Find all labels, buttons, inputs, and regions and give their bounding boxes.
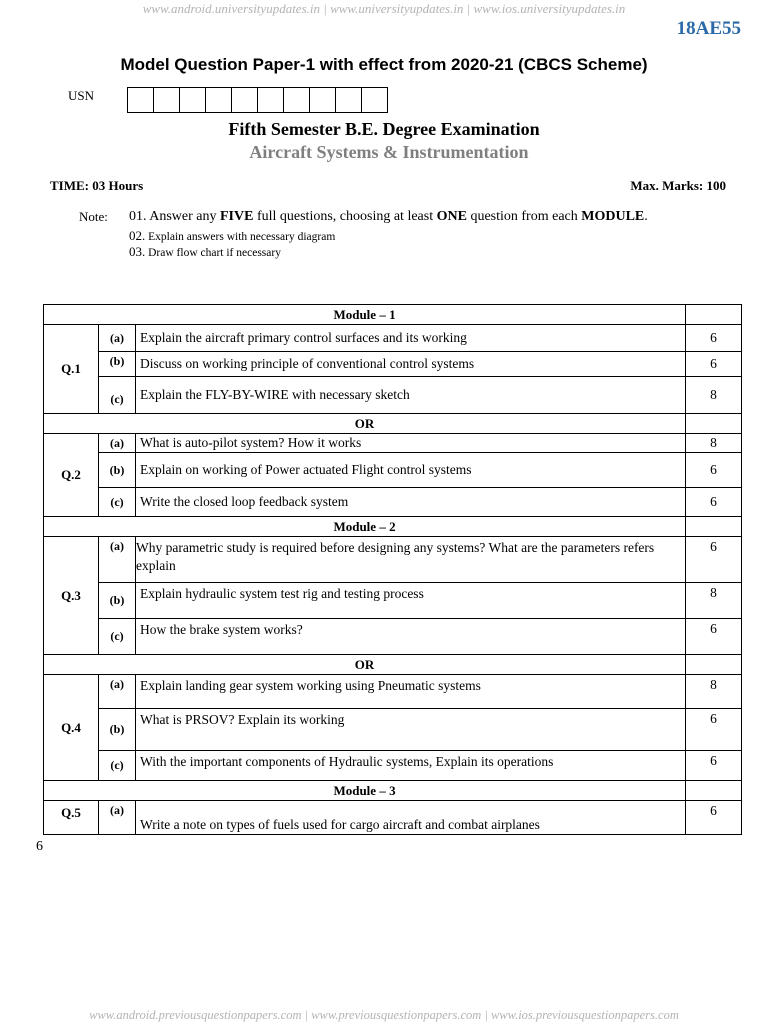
max-marks: Max. Marks: 100	[630, 178, 726, 193]
marks-value: 6	[686, 709, 742, 751]
question-number: Q.4	[44, 675, 99, 781]
module-row	[44, 305, 742, 325]
usn-box	[127, 87, 154, 113]
module-row	[44, 517, 742, 537]
table-row	[44, 619, 742, 655]
usn-box	[153, 87, 180, 113]
note-label: Note:	[79, 209, 108, 224]
marks-value: 6	[686, 488, 742, 517]
table-row	[44, 583, 742, 619]
marks-value: 8	[686, 675, 742, 709]
question-text: Discuss on working principle of conventional control systems	[136, 352, 686, 377]
marks-value: 6	[686, 619, 742, 655]
table-row	[44, 675, 742, 709]
or-divider: OR	[44, 655, 686, 675]
part-label: (a)	[99, 325, 136, 352]
question-number: Q.2	[44, 434, 99, 517]
usn-boxes	[128, 87, 388, 113]
exam-title: Fifth Semester B.E. Degree Examination	[228, 119, 540, 139]
usn-box	[309, 87, 336, 113]
part-label: (c)	[99, 751, 136, 781]
marks-value: 8	[686, 434, 742, 453]
usn-box	[179, 87, 206, 113]
question-number: Q.5	[44, 801, 99, 835]
part-label: (c)	[99, 619, 136, 655]
question-number: Q.1	[44, 325, 99, 414]
note-2: 02. Explain answers with necessary diagram	[129, 228, 336, 243]
part-label: (c)	[99, 488, 136, 517]
question-text: Explain on working of Power actuated Flight control systems	[136, 453, 686, 488]
or-row	[44, 655, 742, 675]
question-text: With the important components of Hydraulic systems, Explain its operations	[136, 751, 686, 781]
watermark-bottom: www.android.previousquestionpapers.com | www.previousquestionpapers.com | www.ios.previousquestionpapers.com	[89, 1008, 679, 1022]
marks-value: 6	[686, 751, 742, 781]
exam-time: TIME: 03 Hours	[50, 178, 144, 193]
marks-value: 6	[686, 453, 742, 488]
part-label: (b)	[99, 352, 136, 377]
table-row	[44, 751, 742, 781]
part-label: (a)	[99, 801, 136, 835]
part-label: (a)	[99, 675, 136, 709]
table-row	[44, 377, 742, 414]
or-divider: OR	[44, 414, 686, 434]
part-label: (c)	[99, 377, 136, 414]
usn-box	[231, 87, 258, 113]
question-number: Q.3	[44, 537, 99, 655]
question-text: What is auto-pilot system? How it works	[136, 434, 686, 453]
part-label: (b)	[99, 453, 136, 488]
module-row	[44, 781, 742, 801]
table-row	[44, 709, 742, 751]
table-row	[44, 352, 742, 377]
or-row	[44, 414, 742, 434]
usn-box	[257, 87, 284, 113]
question-text: Explain the aircraft primary control surfaces and its working	[136, 325, 686, 352]
table-row	[44, 537, 742, 583]
stray-number: 6	[36, 839, 43, 854]
module-title: Module – 1	[44, 305, 686, 325]
part-label: (b)	[99, 583, 136, 619]
usn-label: USN	[68, 88, 95, 103]
question-table	[43, 304, 742, 835]
marks-value: 6	[686, 537, 742, 583]
marks-value: 6	[686, 325, 742, 352]
subject-code: 18AE55	[676, 18, 741, 39]
marks-value: 6	[686, 352, 742, 377]
module-title: Module – 3	[44, 781, 686, 801]
table-row	[44, 488, 742, 517]
part-label: (b)	[99, 709, 136, 751]
question-text: Explain landing gear system working using Pneumatic systems	[136, 675, 686, 709]
part-label: (a)	[99, 537, 136, 583]
marks-value: 6	[686, 801, 742, 835]
watermark-top: www.android.universityupdates.in | www.universityupdates.in | www.ios.universityupdates.in	[142, 1, 626, 16]
marks-value: 8	[686, 377, 742, 414]
question-text: Explain the FLY-BY-WIRE with necessary sketch	[136, 377, 686, 414]
usn-box	[205, 87, 232, 113]
table-row	[44, 434, 742, 453]
paper-title: Model Question Paper-1 with effect from 2020-21 (CBCS Scheme)	[120, 55, 648, 74]
module-title: Module – 2	[44, 517, 686, 537]
question-text: What is PRSOV? Explain its working	[136, 709, 686, 751]
question-text: Explain hydraulic system test rig and testing process	[136, 583, 686, 619]
usn-box	[361, 87, 388, 113]
table-row	[44, 325, 742, 352]
usn-box	[283, 87, 310, 113]
question-text: How the brake system works?	[136, 619, 686, 655]
note-1: 01. Answer any FIVE full questions, choosing at least ONE question from each MODULE.	[129, 209, 648, 224]
question-text: Write the closed loop feedback system	[136, 488, 686, 517]
marks-value: 8	[686, 583, 742, 619]
question-text: Why parametric study is required before designing any systems? What are the parameters refers explain	[136, 537, 686, 583]
part-label: (a)	[99, 434, 136, 453]
table-row	[44, 453, 742, 488]
subject-name: Aircraft Systems & Instrumentation	[249, 142, 529, 162]
note-3: 03. Draw flow chart if necessary	[129, 244, 281, 259]
question-text: Write a note on types of fuels used for cargo aircraft and combat airplanes	[136, 801, 686, 835]
table-row	[44, 801, 742, 835]
usn-box	[335, 87, 362, 113]
